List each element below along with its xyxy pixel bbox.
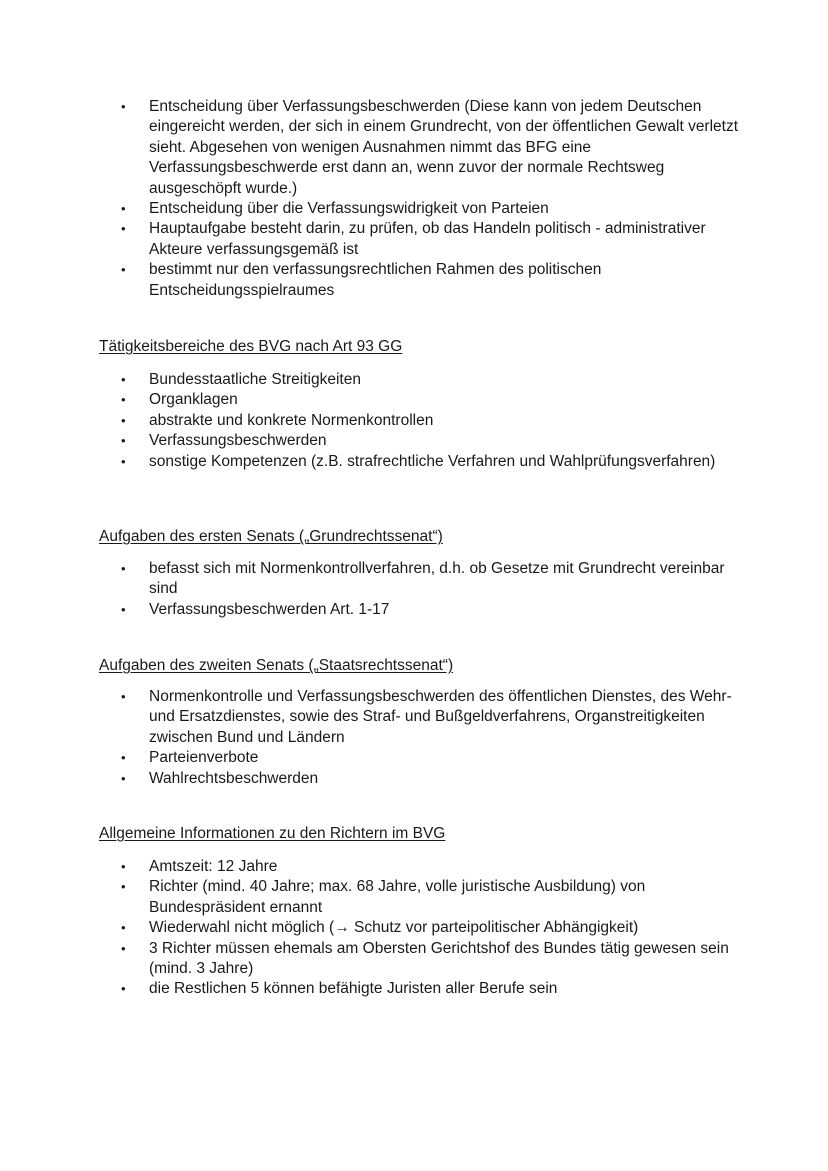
list-item: [0, 390, 828, 410]
list-item: [0, 559, 828, 600]
list-item: [0, 260, 828, 301]
bullet-list: [0, 97, 828, 301]
list-item: [0, 431, 828, 451]
list-item: [0, 979, 828, 999]
bullet-list: [0, 687, 828, 789]
list-item: [0, 452, 828, 472]
list-item-text: Entscheidung über Verfassungsbeschwerden (Diese kann von jedem Deutschen eingereicht werden, der sich in einem Grundrecht, von der öffentlichen Gewalt verletzt sieht. Abgesehen von wenigen Ausnahmen nimmt das BFG eine Verfassungsbeschwerde erst dann an, wenn zuvor der normale Rechtsweg ausgeschöpft wurde.): [149, 98, 739, 197]
list-item: [0, 219, 828, 260]
list-item-text: Amtszeit: 12 Jahre: [149, 858, 278, 875]
list-item: [0, 857, 828, 877]
list-item-text: Bundesstaatliche Streitigkeiten: [149, 371, 361, 388]
bullet-icon: •: [121, 392, 126, 408]
list-item: [0, 918, 828, 938]
bullet-icon: •: [121, 561, 126, 576]
bullet-icon: •: [121, 99, 126, 114]
list-item: [0, 97, 828, 199]
list-item: [0, 748, 828, 768]
list-item-text: Organklagen: [149, 391, 238, 409]
list-item: [0, 687, 828, 748]
section-heading: Tätigkeitsbereiche des BVG nach Art 93 GG: [99, 338, 403, 355]
bullet-icon: •: [121, 601, 126, 617]
list-item: [0, 370, 828, 390]
list-item-text: 3 Richter müssen ehemals am Obersten Gerichtshof des Bundes tätig gewesen sein (mind. 3 Jahre): [149, 939, 729, 978]
list-item-text: bestimmt nur den verfassungsrechtlichen Rahmen des politischen Entscheidungsspielraumes: [149, 261, 602, 299]
bullet-list: [0, 857, 828, 1000]
bullet-icon: •: [121, 770, 126, 786]
list-item: [0, 769, 828, 789]
list-item-text: Wiederwahl nicht möglich (→ Schutz vor parteipolitischer Abhängigkeit): [149, 919, 639, 937]
list-item-text: sonstige Kompetenzen (z.B. strafrechtliche Verfahren und Wahlprüfungsverfahren): [149, 452, 716, 470]
list-item: [0, 877, 828, 918]
section-heading: Aufgaben des ersten Senats („Grundrechtssenat“): [99, 528, 443, 545]
list-item-text: Wahlrechtsbeschwerden: [149, 769, 319, 787]
list-item-text: Entscheidung über die Verfassungswidrigkeit von Parteien: [149, 200, 549, 218]
bullet-icon: •: [121, 750, 126, 766]
bullet-icon: •: [121, 372, 126, 387]
bullet-icon: •: [121, 859, 126, 874]
bullet-icon: •: [121, 262, 126, 278]
list-item-text: abstrakte und konkrete Normenkontrollen: [149, 411, 434, 429]
bullet-icon: •: [121, 689, 126, 704]
list-item: [0, 939, 828, 980]
list-item-text: Verfassungsbeschwerden: [149, 432, 327, 450]
bullet-icon: •: [121, 920, 126, 936]
list-item: [0, 600, 828, 620]
section-heading: Allgemeine Informationen zu den Richtern im BVG: [99, 825, 446, 842]
section-heading: Aufgaben des zweiten Senats („Staatsrechtssenat“): [99, 657, 454, 674]
list-item-text: Hauptaufgabe besteht darin, zu prüfen, ob das Handeln politisch - administrativer Akteure verfassungsgemäß ist: [149, 220, 706, 258]
bullet-icon: •: [121, 879, 126, 895]
list-item-text: die Restlichen 5 können befähigte Juristen aller Berufe sein: [149, 980, 558, 998]
bullet-list: [0, 370, 828, 472]
bullet-icon: •: [121, 433, 126, 449]
list-item-text: Parteienverbote: [149, 749, 259, 767]
bullet-icon: •: [121, 201, 126, 217]
list-item-text: Richter (mind. 40 Jahre; max. 68 Jahre, volle juristische Ausbildung) von Bundespräsident ernannt: [149, 878, 646, 916]
list-item-text: Verfassungsbeschwerden Art. 1-17: [149, 600, 390, 618]
bullet-icon: •: [121, 940, 126, 956]
list-item-text: befasst sich mit Normenkontrollverfahren, d.h. ob Gesetze mit Grundrecht vereinbar sind: [149, 560, 725, 598]
bullet-icon: •: [121, 453, 126, 469]
list-item: [0, 411, 828, 431]
bullet-icon: •: [121, 221, 126, 237]
list-item: [0, 199, 828, 219]
bullet-list: [0, 559, 828, 620]
bullet-icon: •: [121, 412, 126, 428]
list-item-text: Normenkontrolle und Verfassungsbeschwerden des öffentlichen Dienstes, des Wehr- und Ersatzdienstes, sowie des Straf- und Bußgeldverfahrens, Organstreitigkeiten zwischen Bund und Ländern: [149, 688, 732, 746]
bullet-icon: •: [121, 981, 126, 997]
